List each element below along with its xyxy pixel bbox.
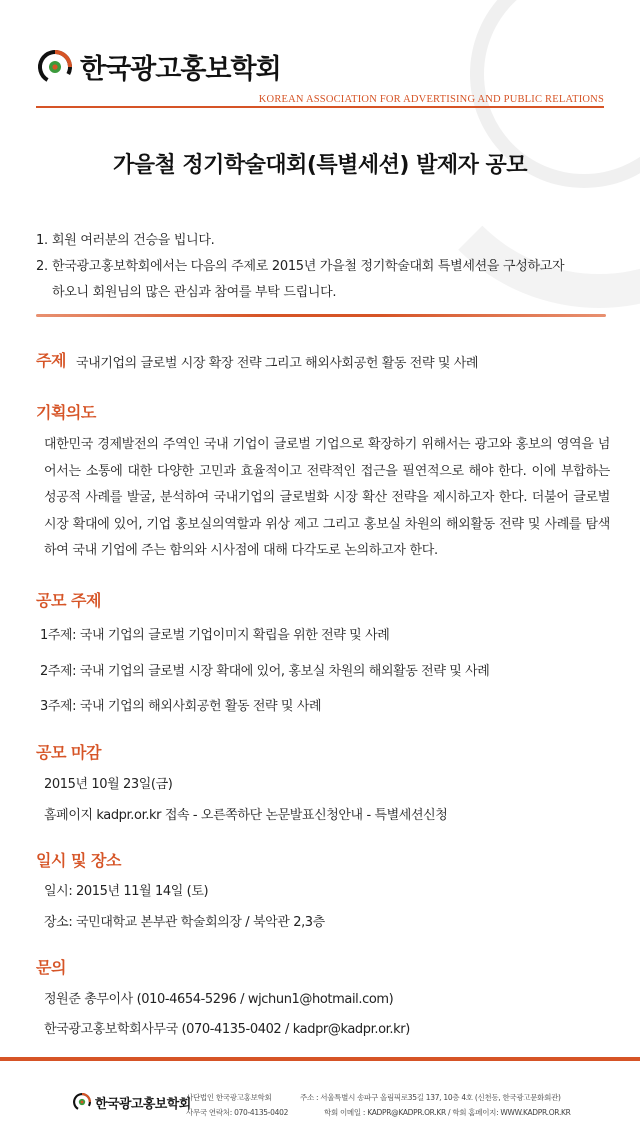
section-divider <box>36 314 606 317</box>
contact-person: 정원준 총무이사 (010-4654-5296 / wjchun1@hotmail.com) <box>44 992 394 1007</box>
planning-heading: 기획의도 <box>36 403 96 422</box>
footer-logo <box>72 1092 191 1112</box>
org-logo <box>36 47 281 86</box>
schedule-place: 장소: 국민대학교 본부관 학술회의장 / 북악관 2,3층 <box>44 915 325 930</box>
footer-org-name: 한국광고홍보학회 <box>95 1096 191 1112</box>
footer-email-web: 학회 이메일 : KADPR@KADPR.OR.KR / 학회 홈페이지: WWW.KADPR.OR.KR <box>324 1108 571 1117</box>
deadline-date: 2015년 10월 23일(금) <box>44 777 173 792</box>
topics-heading: 공모 주제 <box>36 591 101 610</box>
topic-item: 2주제: 국내 기업의 글로벌 시장 확대에 있어, 홍보실 차원의 해외활동 전략 및 사례 <box>40 664 490 679</box>
topic-item: 1주제: 국내 기업의 글로벌 기업이미지 확립을 위한 전략 및 사례 <box>40 628 390 643</box>
intro-line: 한국광고홍보학회에서는 다음의 주제로 2015년 가을철 정기학술대회 특별세션을 구성하고자 <box>52 259 565 274</box>
intro-number: 1. <box>36 233 48 248</box>
topic-item: 3주제: 국내 기업의 해외사회공헌 활동 전략 및 사례 <box>40 699 322 714</box>
footer-corp: 사단법인 한국광고홍보학회 <box>186 1093 272 1102</box>
footer-address: 주소 : 서울특별시 송파구 올림픽로35길 137, 10층 4호 (신천동, 한국광고문화회관) <box>300 1093 561 1102</box>
intro-line: 회원 여러분의 건승을 빕니다. <box>52 233 215 248</box>
intro-block <box>36 228 616 306</box>
org-name-english: KOREAN ASSOCIATION FOR ADVERTISING AND PUBLIC RELATIONS <box>258 94 604 105</box>
logo-emblem-icon <box>36 48 74 86</box>
footer-phone: 사무국 연락처: 070-4135-0402 <box>186 1108 289 1117</box>
org-name: 한국광고홍보학회 <box>80 54 281 85</box>
deadline-instruction: 홈페이지 kadpr.or.kr 접속 - 오른쪽하단 논문발표신청안내 - 특별세션신청 <box>44 808 448 823</box>
footer-divider <box>0 1057 640 1061</box>
theme-heading: 주제 <box>36 351 66 370</box>
page-title: 가을철 정기학술대회(특별세션) 발제자 공모 <box>112 153 528 178</box>
planning-body: 대한민국 경제발전의 주역인 국내 기업이 글로벌 기업으로 확장하기 위해서는 광고와 홍보의 영역을 넘어서는 소통에 대한 다양한 고민과 효율적이고 전략적인 접근을 필연적으로 해야 한다. 이에 부합하는 성공적 사례를 발굴, 분석하여 국내기업의 글로벌화 시장 확산 전략을 제시하고자 한다. 더불어 글로벌 시장 확대에 있어, 기업 홍보실의역할과 위상 제고 그리고 홍보실 차원의 해외활동 전략 및 사례를 탐색하여 국내 기업에 주는 함의와 시사점에 대해 다각도로 논의하고자 한다. <box>44 437 610 558</box>
header-divider <box>36 106 604 108</box>
schedule-heading: 일시 및 장소 <box>36 851 121 870</box>
intro-line: 하오니 회원님의 많은 관심과 참여를 부탁 드립니다. <box>52 285 337 300</box>
deadline-heading: 공모 마감 <box>36 743 101 762</box>
intro-number: 2. <box>36 259 48 274</box>
contact-heading: 문의 <box>36 958 66 977</box>
contact-office: 한국광고홍보학회사무국 (070-4135-0402 / kadpr@kadpr.or.kr) <box>44 1022 410 1037</box>
schedule-date: 일시: 2015년 11월 14일 (토) <box>44 884 209 899</box>
logo-emblem-icon <box>72 1092 92 1112</box>
theme-text: 국내기업의 글로벌 시장 확장 전략 그리고 해외사회공헌 활동 전략 및 사례 <box>76 356 479 371</box>
